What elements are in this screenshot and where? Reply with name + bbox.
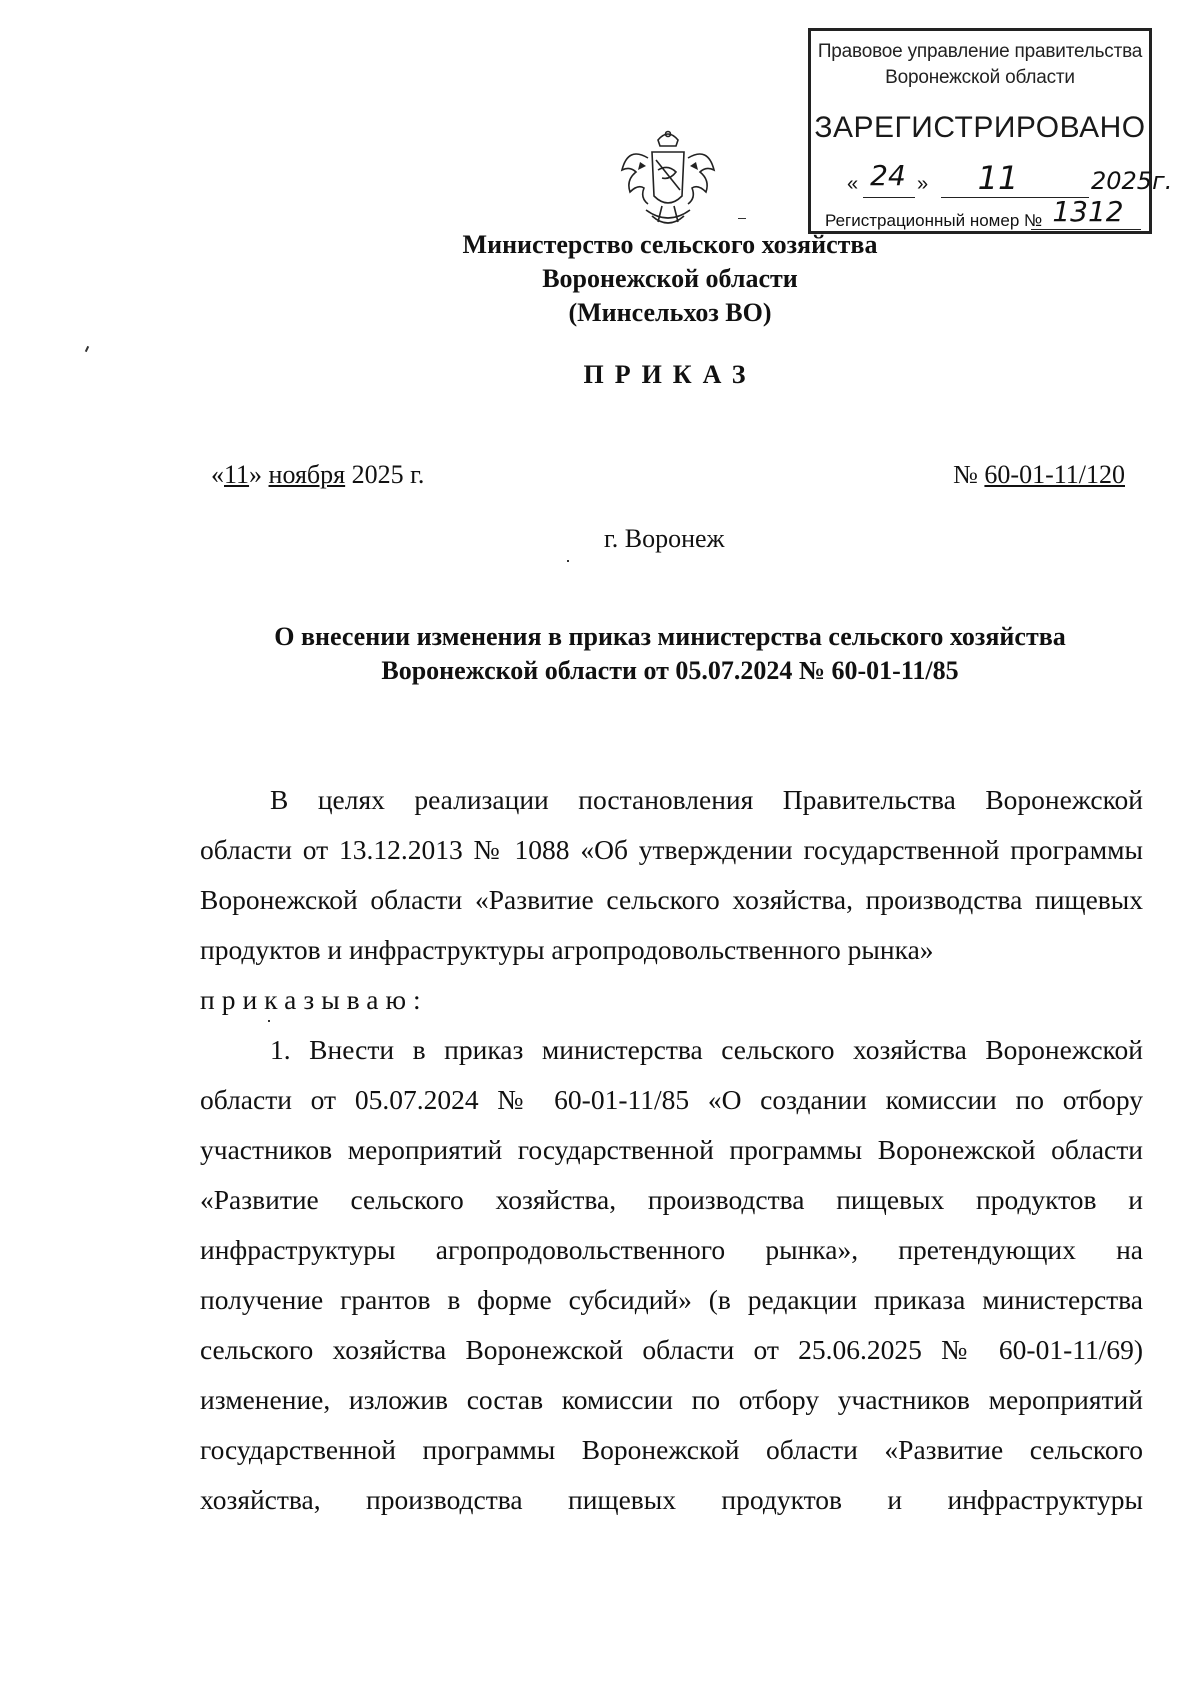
body-line: получение грантов в форме субсидий» (в редакции приказа министерства [200,1284,1143,1315]
order-number-value: 60-01-11/120 [984,460,1125,489]
subject-line1: О внесении изменения в приказ министерства сельского хозяйства [274,622,1066,651]
body-line: участников мероприятий государственной программы Воронежской области [200,1134,1143,1165]
order-city: г. Воронеж [604,524,725,553]
stamp-day: 24 [870,159,906,192]
ministry-abbreviation: (Минсельхоз ВО) [568,298,772,327]
body-line: «Развитие сельского хозяйства, производства пищевых продуктов и [200,1184,1143,1215]
stamp-day-underline [863,197,915,198]
stamp-quote-close: » [917,173,929,195]
scan-artifact [738,218,746,219]
ministry-name-line2: Воронежской области [542,264,798,293]
stamp-registered-label: ЗАРЕГИСТРИРОВАНО [814,111,1146,144]
scan-artifact [268,1020,270,1022]
order-date [211,460,424,490]
body-line: 1. Внести в приказ министерства сельского хозяйства Воронежской [270,1034,1143,1065]
stamp-authority-line1: Правовое управление правительства [817,41,1143,62]
ministry-name-line1: Министерство сельского хозяйства [462,230,878,259]
stamp-month: 11 [977,159,1019,197]
body-line: Воронежской области «Развитие сельского хозяйства, производства пищевых [200,884,1143,915]
scan-artifact [567,560,569,562]
order-number [953,460,1125,490]
body-line: продуктов и инфраструктуры агропродовольственного рынка» [200,934,934,965]
stamp-authority-line2: Воронежской области [885,67,1075,88]
stamp-reg-label: Регистрационный номер № [825,211,1043,230]
date-year: 2025 г. [351,460,425,489]
subject-line2: Воронежской области от 05.07.2024 № 60-01-11/85 [381,656,959,685]
body-line: инфраструктуры агропродовольственного рынка», претендующих на [200,1234,1143,1265]
stamp-year: 2025г. [1091,167,1173,195]
body-line: В целях реализации постановления Правительства Воронежской [270,784,1143,815]
order-directive: приказываю: [200,984,428,1015]
date-quote-open: « [211,460,224,489]
body-line: государственной программы Воронежской области «Развитие сельского [200,1434,1143,1465]
stamp-reg-number: 1312 [1052,195,1124,228]
stamp-quote-open: « [847,173,859,195]
scan-artifact [85,346,89,352]
order-title: ПРИКАЗ [583,360,757,389]
registration-stamp [808,28,1173,234]
body-line: сельского хозяйства Воронежской области от 25.06.2025 № 60-01-11/69) [200,1334,1143,1365]
body-line: области от 13.12.2013 № 1088 «Об утверждении государственной программы [200,834,1143,865]
date-quote-close: » [249,460,263,489]
date-month: ноября [268,460,346,489]
coat-of-arms-icon [618,126,718,236]
body-line: изменение, изложив состав комиссии по отбору участников мероприятий [200,1384,1143,1415]
date-day: 11 [224,460,250,489]
body-line: хозяйства, производства пищевых продуктов и инфраструктуры [200,1484,1143,1515]
order-number-prefix: № [953,460,978,489]
body-line: области от 05.07.2024 № 60-01-11/85 «О создании комиссии по отбору [200,1084,1143,1115]
